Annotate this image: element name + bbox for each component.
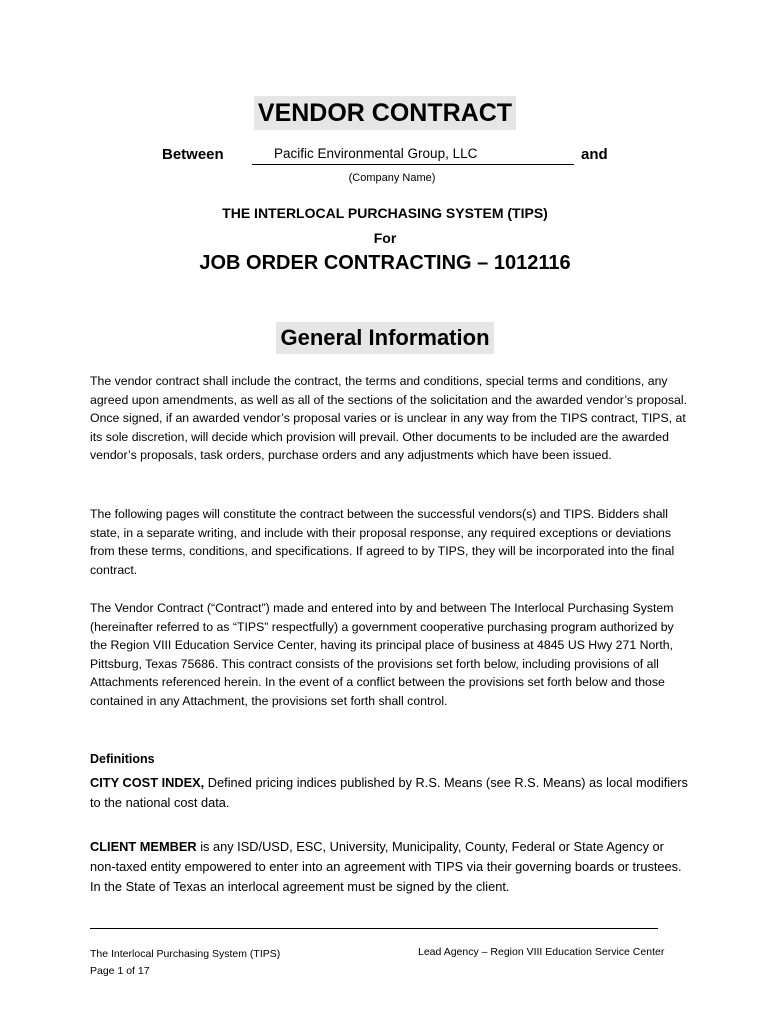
system-name: THE INTERLOCAL PURCHASING SYSTEM (TIPS)	[222, 205, 548, 221]
definition-city-cost-index	[90, 773, 690, 813]
page-number: Page 1 of 17	[90, 965, 150, 977]
footer-left	[90, 946, 280, 980]
definition-text: is any ISD/USD, ESC, University, Municipality, County, Federal or State Agency or non-taxed entity empowered to enter into an agreement with TIPS via their governing boards or trustees. In the State of Texas an interlocal agreement must be signed by the client.	[90, 839, 682, 894]
paragraph-contract-scope: The vendor contract shall include the contract, the terms and conditions, special terms and conditions, any agreed upon amendments, as well as all of the sections of the solicitation and the awarded vendor’s proposal. Once signed, if an awarded vendor’s proposal varies or is unclear in any way from the TIPS contract, TIPS, at its sole discretion, will decide which provision will prevail. Other documents to be included are the awarded vendor’s proposals, task orders, purchase orders and any adjustments which have been issued.	[90, 374, 687, 462]
between-label: Between	[162, 146, 224, 163]
definitions-heading: Definitions	[90, 752, 155, 766]
definition-client-member	[90, 837, 690, 897]
definition-term: CITY COST INDEX,	[90, 775, 205, 790]
paragraph-contract-parties: The Vendor Contract (“Contract”) made and entered into by and between The Interlocal Purchasing System (hereinafter referred to as “TIPS” respectfully) a government cooperative purchasing program authorized by the Region VIII Education Service Center, having its principal place of business at 4845 US Hwy 271 North, Pittsburg, Texas 75686. This contract consists of the provisions set forth below, including provisions of all Attachments referenced herein. In the event of a conflict between the provisions set forth below and those contained in any Attachment, the provisions set forth shall control.	[90, 601, 674, 708]
footer-divider	[90, 928, 658, 929]
definition-term: CLIENT MEMBER	[90, 839, 197, 854]
for-label: For	[373, 230, 397, 246]
definition-text: Defined pricing indices published by R.S. Means (see R.S. Means) as local modifiers to the national cost data.	[90, 775, 688, 810]
footer-organization: The Interlocal Purchasing System (TIPS)	[90, 948, 281, 960]
company-name-caption: (Company Name)	[348, 172, 436, 184]
document-title: VENDOR CONTRACT	[0, 96, 770, 130]
company-name-value: Pacific Environmental Group, LLC	[274, 146, 478, 161]
and-label: and	[581, 146, 608, 163]
contract-name: JOB ORDER CONTRACTING – 1012116	[199, 252, 571, 274]
paragraph-contract-pages: The following pages will constitute the contract between the successful vendors(s) and TIPS. Bidders shall state, in a separate writing, and include with their proposal response, any required exceptions or deviations from these terms, conditions, and specifications. If agreed to by TIPS, they will be incorporated into the final contract.	[90, 507, 675, 577]
footer-lead-agency: Lead Agency – Region VIII Education Service Center	[418, 946, 665, 958]
section-title: General Information	[0, 322, 770, 354]
company-name-field[interactable]	[252, 144, 574, 165]
